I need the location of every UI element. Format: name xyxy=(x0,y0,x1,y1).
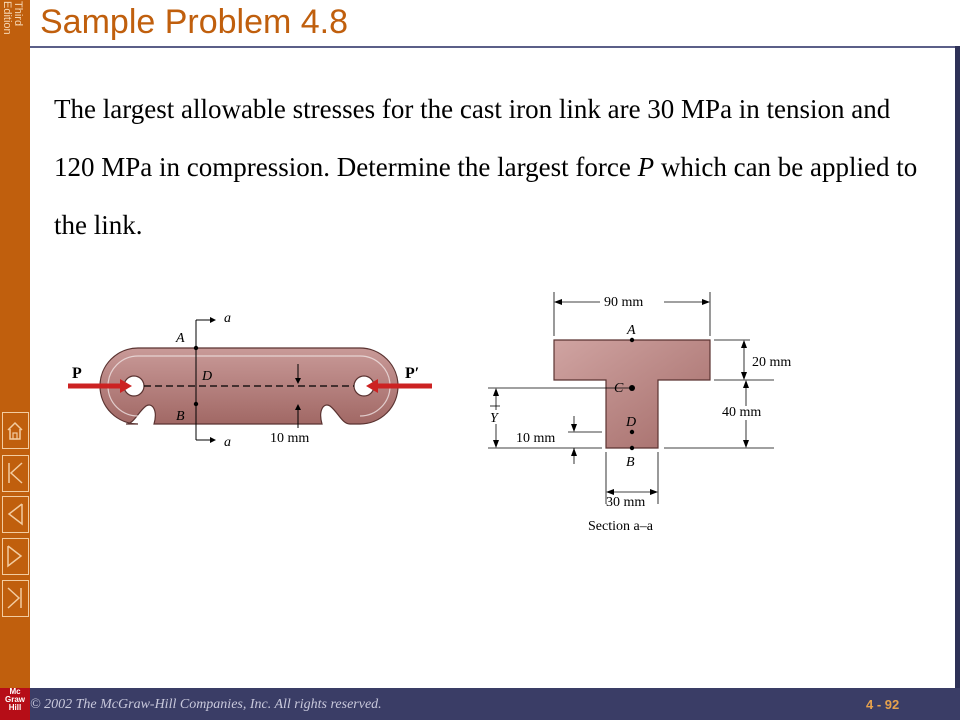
edition-label xyxy=(0,0,29,60)
logo-line-2: Graw xyxy=(4,695,25,704)
nav-previous-button[interactable] xyxy=(2,496,29,533)
label-20mm: 20 mm xyxy=(752,355,792,370)
nav-first-button[interactable] xyxy=(2,455,29,492)
last-slide-icon xyxy=(3,581,27,615)
label-B: B xyxy=(176,409,185,424)
previous-slide-icon xyxy=(3,497,27,531)
nav-last-button[interactable] xyxy=(2,580,29,617)
label-a-bottom: a xyxy=(224,435,231,450)
publisher-logo xyxy=(0,688,30,720)
label-D-section: D xyxy=(626,415,637,430)
label-10mm: 10 mm xyxy=(270,431,310,446)
title-bar xyxy=(30,0,960,48)
copyright-text: © 2002 The McGraw-Hill Companies, Inc. All rights reserved. xyxy=(30,697,382,712)
label-10mm-section: 10 mm xyxy=(516,431,556,446)
section-figure xyxy=(484,286,814,540)
home-icon xyxy=(3,413,27,447)
problem-statement xyxy=(54,80,934,254)
label-30mm: 30 mm xyxy=(606,495,646,510)
link-figure xyxy=(60,300,440,460)
nav-next-button[interactable] xyxy=(2,538,29,575)
problem-text-part-2: which can be applied to the link. xyxy=(54,152,918,240)
label-P-prime: P′ xyxy=(405,365,420,382)
label-A-section: A xyxy=(627,323,636,338)
right-border xyxy=(955,46,960,688)
label-90mm: 90 mm xyxy=(604,295,644,310)
label-B-section: B xyxy=(626,455,635,470)
nav-home-button[interactable] xyxy=(2,412,29,449)
label-A: A xyxy=(176,331,185,346)
first-slide-icon xyxy=(3,456,27,490)
label-a-top: a xyxy=(224,311,231,326)
label-C: C xyxy=(614,381,624,396)
page-number: 4 - 92 xyxy=(866,697,900,712)
problem-text-italic: P xyxy=(637,152,655,182)
next-slide-icon xyxy=(3,539,27,573)
logo-line-3: Hill xyxy=(8,703,22,712)
label-40mm: 40 mm xyxy=(722,405,762,420)
edition-line-2: Edition xyxy=(1,1,13,35)
slide-title: Sample Problem 4.8 xyxy=(40,3,349,41)
label-D: D xyxy=(202,369,213,384)
problem-text-part-1: The largest allowable stresses for the cast iron link are 30 MPa in tension and 120 MPa in compression. Determine the largest force xyxy=(54,94,891,182)
label-P: P xyxy=(72,365,82,382)
section-caption: Section a–a xyxy=(588,519,653,534)
logo-line-1: Mc xyxy=(9,687,21,696)
edition-line-1: Third xyxy=(12,1,24,27)
label-Ybar: Y xyxy=(490,411,498,426)
